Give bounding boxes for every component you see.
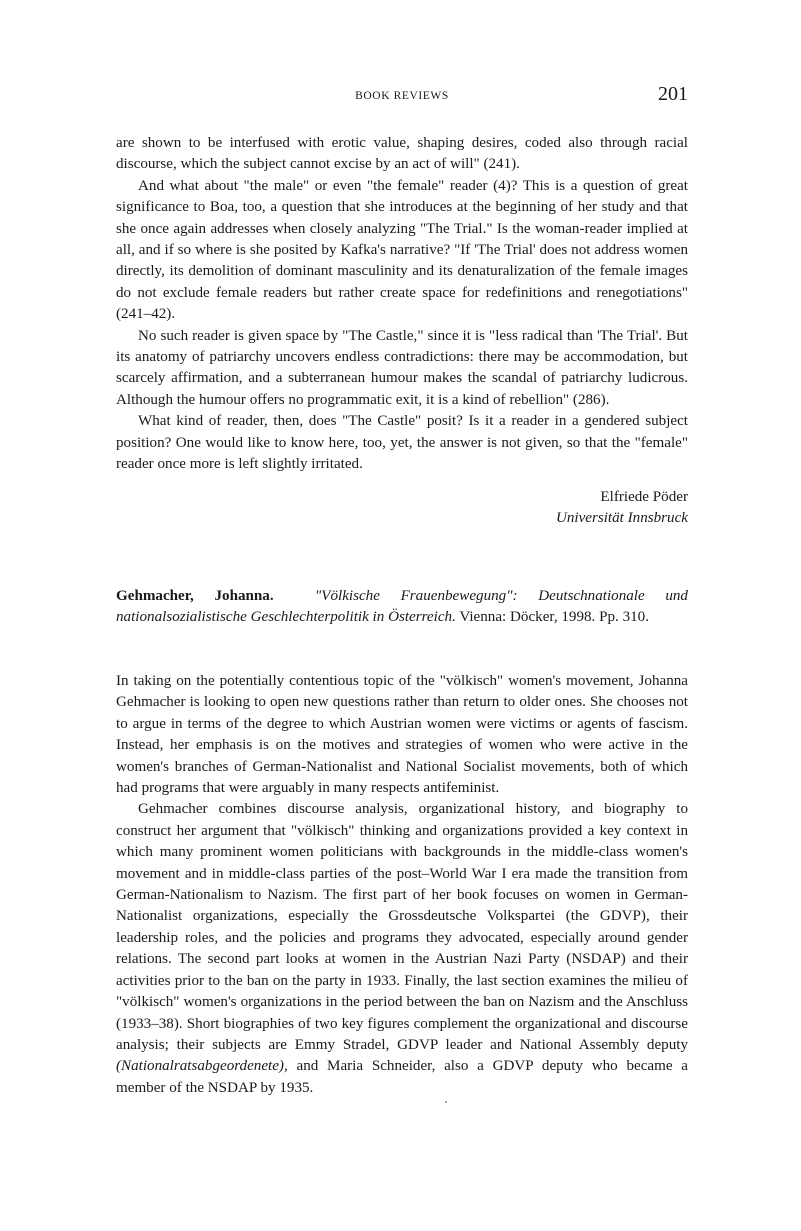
reviewer-affiliation: Universität Innsbruck [555,510,688,527]
review-one-signature [116,487,688,530]
reviewer-name: Elfriede Pöder [600,489,688,505]
paragraph: What kind of reader, then, does "The Castle" posit? Is it a reader in a gendered subject position? One would like to know here, too, yet, the answer is not given, so that the "female" reader once more is left slightly irritated. [116,413,688,473]
review-one-body [116,133,688,476]
book-title: "Völkische Frauenbewegung": Deutschnationale und nationalsozialistische Geschlechterpolitik in Österreich. [116,588,688,626]
book-author: Gehmacher, Johanna. [116,588,274,604]
page-speck [445,1101,447,1103]
book-imprint: Vienna: Döcker, 1998. Pp. 310. [459,609,650,626]
paragraph-run: and Maria Schneider, also a GDVP deputy who became a member of the NSDAP by 1935. [116,1058,688,1096]
paragraph [116,671,688,799]
paragraph-run: Gehmacher combines discourse analysis, organizational history, and biography to construct her argument that "völkisch" thinking and organizations provided a key context in which many prominent women politicians with backgrounds in the middle-class women's movement and in middle-class parties of the post–World War I era made the transition from German-Nationalism to Nazism. The first part of her book focuses on women in German-Nationalist organizations, especially the Grossdeutsche Volkspartei (the GDVP), their leadership roles, and the policies and programs they advocated, especially around gender relations. The second part looks at women in the Austrian Nazi Party (NSDAP) and their activities prior to the ban on the party in 1933. Finally, the last section examines the milieu of "völkisch" women's organizations in the period between the ban on Nazism and the Anschluss (1933–38). Short biographies of two key figures complement the organizational and discourse analysis; their subjects are Emmy Stradel, GDVP leader and National Assembly deputy [116,801,688,1053]
review-two-body [116,671,688,1099]
paragraph [116,799,688,1099]
paragraph: No such reader is given space by "The Castle," since it is "less radical than 'The Trial'. But its anatomy of patriarchy uncovers endless contradictions: there may be accommodation, but scarcely affirmation, and a subterranean humour makes the scandal of patriarchy ludicrous. Although the humour offers no programmatic exit, it is a kind of rebellion" (286). [116,327,688,408]
paragraph: And what about "the male" or even "the female" reader (4)? This is a question of great significance to Boa, too, a question that she introduces at the beginning of her study and that she once again addresses when closely analyzing "The Trial." Is the woman-reader implied at all, and if so where is she posited by Kafka's narrative? "If 'The Trial' does not address women directly, its demolition of dominant masculinity and its denaturalization of the female images do not exclude female readers but rather create space for redefinitions and renegotiations" (241–42). [116,177,688,323]
running-head-title: BOOK REVIEWS [355,90,449,102]
paragraph-run: In taking on the potentially contentious topic of the "völkisch" women's movement, Johanna Gehmacher is looking to open new questions rather than return to older ones. She chooses not to argue in terms of the degree to which Austrian women were victims or agents of fascism. Instead, her emphasis is on the motives and strategies of women who were active in the women's branches of German-Nationalist and National Socialist movements, both of which had programs that were arguably in many respects antifeminist. [116,673,688,797]
page-number: 201 [658,83,688,105]
paragraph: are shown to be interfused with erotic value, shaping desires, coded also through racial discourse, which the subject cannot excise by an act of will" (241). [116,135,688,173]
running-head [116,83,688,108]
paragraph-run-italic: (Nationalratsabgeordenete), [116,1058,288,1075]
review-two-headnote [116,586,688,629]
